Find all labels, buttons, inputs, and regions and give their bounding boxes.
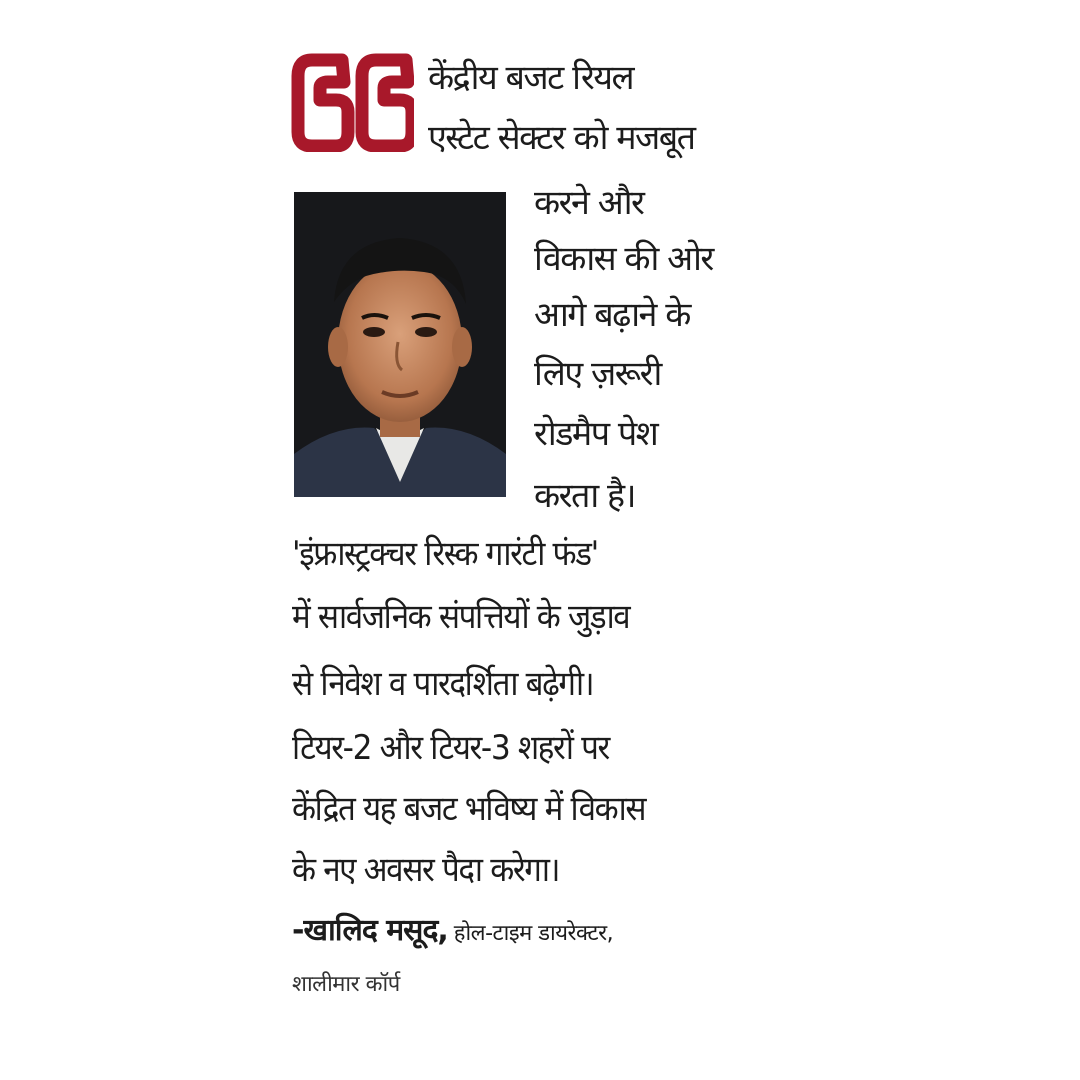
- quote-line-6: लिए ज़रूरी: [534, 354, 661, 394]
- portrait-image: [294, 192, 506, 497]
- quote-line-3: करने और: [534, 183, 644, 223]
- attribution: [292, 913, 613, 952]
- quote-line-2: एस्टेट सेक्टर को मजबूत: [428, 118, 695, 158]
- quote-line-14: के नए अवसर पैदा करेगा।: [292, 850, 560, 890]
- quote-line-1: केंद्रीय बजट रियल: [428, 58, 634, 98]
- quote-line-12: टियर-2 और टियर-3 शहरों पर: [292, 728, 609, 768]
- opening-quote-icon: [290, 52, 414, 152]
- quote-line-5: आगे बढ़ाने के: [534, 295, 690, 335]
- portrait-photo: [294, 192, 506, 497]
- quote-line-8: करता है।: [534, 476, 635, 516]
- quote-line-7: रोडमैप पेश: [534, 414, 658, 454]
- author-title: होल-टाइम डायरेक्टर,: [453, 921, 614, 946]
- quote-clipping: [288, 40, 808, 1020]
- quote-line-4: विकास की ओर: [534, 239, 713, 279]
- quote-line-13: केंद्रित यह बजट भविष्य में विकास: [292, 789, 646, 829]
- author-company: शालीमार कॉर्प: [292, 972, 400, 997]
- quote-line-11: से निवेश व पारदर्शिता बढ़ेगी।: [292, 664, 594, 704]
- quote-line-9: 'इंफ्रास्ट्रक्चर रिस्क गारंटी फंड': [292, 534, 598, 574]
- author-name: -खालिद मसूद,: [292, 913, 448, 948]
- quote-line-10: में सार्वजनिक संपत्तियों के जुड़ाव: [292, 597, 630, 637]
